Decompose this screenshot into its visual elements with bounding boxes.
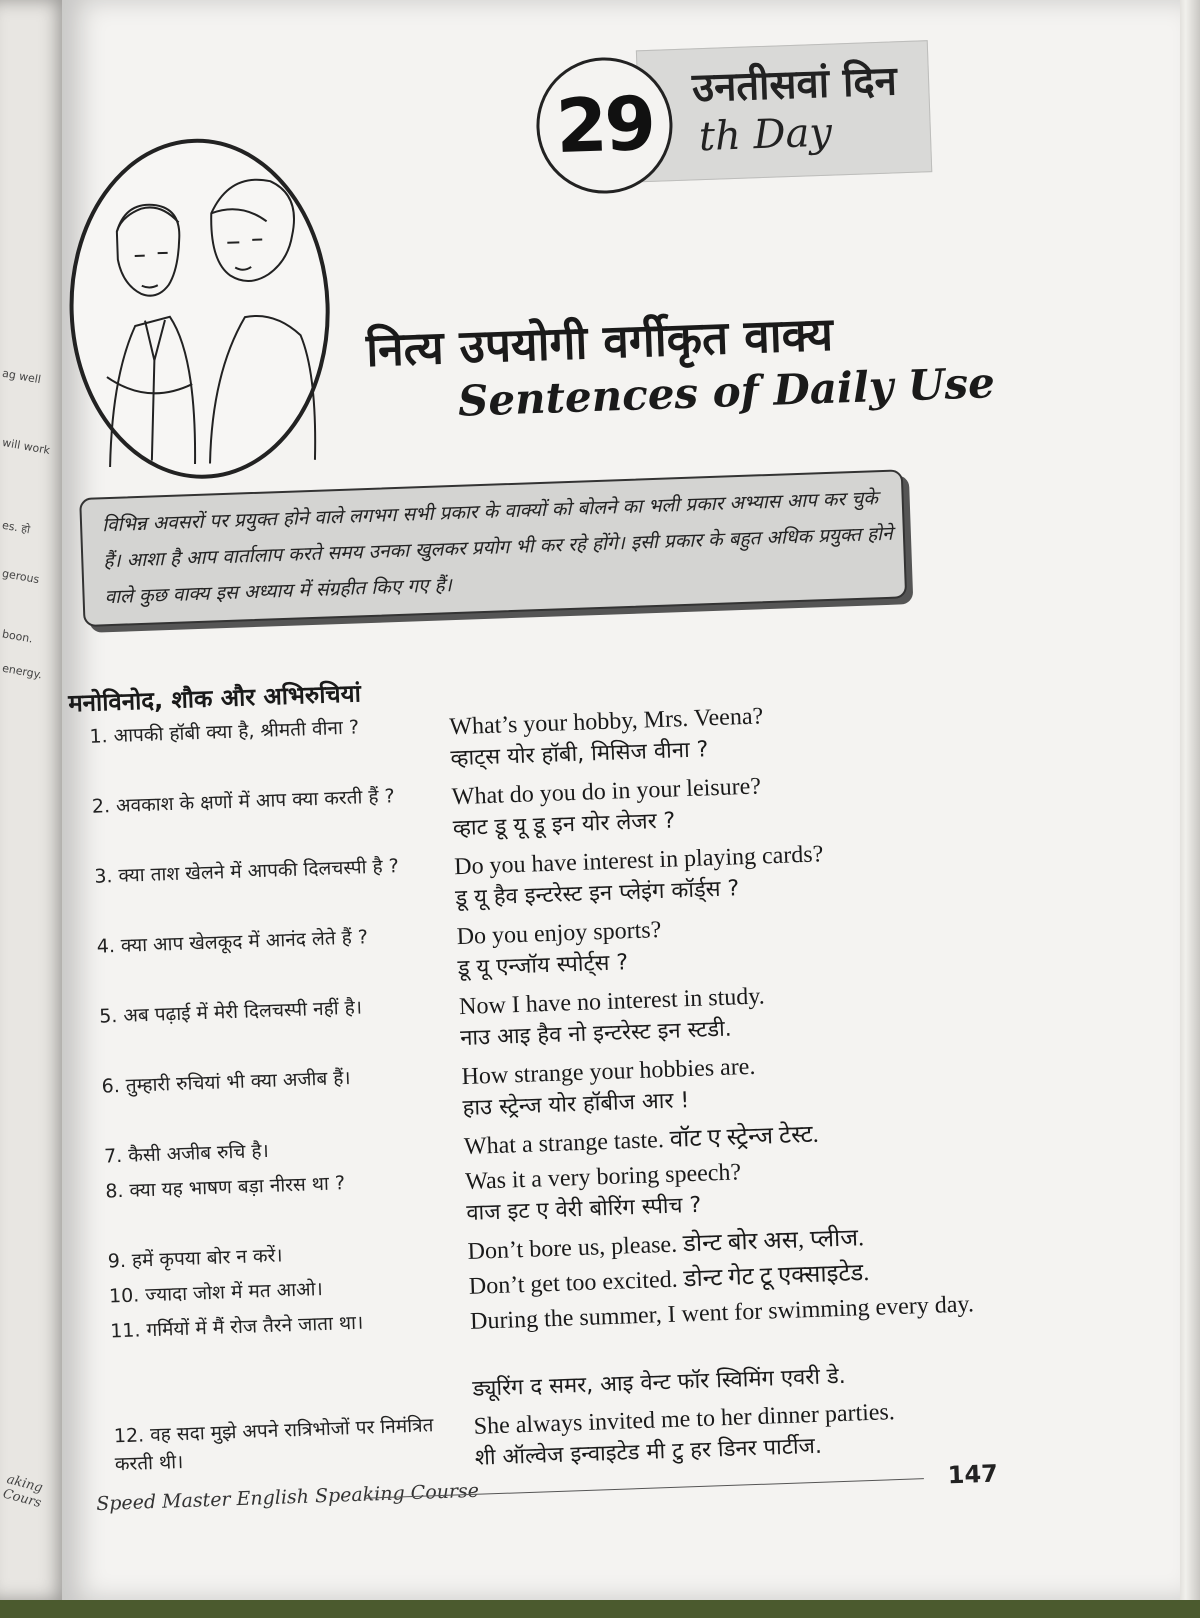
sentence-english: Do you enjoy sports? — [456, 917, 662, 951]
sentence-hindi: 8. क्या यह भाषण बड़ा नीरस था ? — [104, 1172, 346, 1203]
sentence-english: What do you do in your leisure? — [451, 773, 762, 811]
sentence-hindi: 9. हमें कृपया बोर न करें। — [107, 1244, 283, 1273]
day-number: 29 — [554, 80, 655, 171]
prev-page-footer-fragment: aking Cours — [1, 1471, 45, 1512]
intro-text: विभिन्न अवसरों पर प्रयुक्त होने वाले लगभग सभी प्रकार के वाक्यों को बोलने का भली प्रकार अभ्यास आप कर चुके हैं। आशा है आप वार्तालाप करते समय उनका खुलकर प्रयोग भी कर रहे होंगे। इसी प्रकार के बहुत अधिक प्रयुक्त होने वाले कुछ वाक्य इस अध्याय में संग्रहीत किए गए हैं। — [101, 487, 893, 609]
sentence-english: How strange your hobbies are. — [461, 1053, 756, 1091]
sentence-english: Don’t bore us, please. डोन्ट बोर अस, प्लीज. — [467, 1225, 865, 1265]
sentence-english: She always invited me to her dinner parties. — [473, 1399, 896, 1440]
sentence-transliteration: डू यू हैव इन्टरेस्ट इन प्लेइंग कॉर्ड्स ? — [454, 876, 740, 912]
sentence-english: Now I have no interest in study. — [458, 983, 766, 1021]
book-page — [62, 0, 1180, 1600]
sentence-transliteration: व्हाट डू यू डू इन योर लेजर ? — [452, 808, 676, 842]
sentence-hindi: 6. तुम्हारी रुचियां भी क्या अजीब हैं। — [101, 1066, 351, 1098]
sentence-hindi: 11. गर्मियों में मैं रोज तैरने जाता था। — [109, 1311, 364, 1343]
prev-page-fragment: will work — [1, 435, 52, 458]
sentence-hindi: 7. कैसी अजीब रुचि है। — [103, 1139, 270, 1168]
sentence-transliteration: ड्यूरिंग द समर, आइ वेन्ट फॉर स्विमिंग एवरी डे. — [472, 1363, 847, 1402]
chapter-title-english: Sentences of Daily Use — [457, 358, 996, 426]
prev-page-fragment: boon. — [1, 627, 34, 646]
sentence-hindi: 3. क्या ताश खेलने में आपकी दिलचस्पी है ? — [93, 855, 400, 888]
sentence-english: During the summer, I went for swimming every day. — [469, 1291, 975, 1335]
footer-course-title: Speed Master English Speaking Course — [95, 1479, 480, 1516]
sentence-english: Was it a very boring speech? — [464, 1159, 742, 1195]
chapter-title-hindi: नित्य उपयोगी वर्गीकृत वाक्य — [365, 306, 834, 377]
sentence-list — [34, 0, 1200, 1618]
sentence-transliteration: वाज इट ए वेरी बोरिंग स्पीच ? — [465, 1192, 702, 1226]
page-number: 147 — [947, 1459, 999, 1490]
day-label-hindi: उनतीसवां दिन — [691, 58, 898, 112]
sentence-hindi: 4. क्या आप खेलकूद में आनंद लेते हैं ? — [96, 926, 369, 958]
sentence-transliteration: शी ऑल्वेज इन्वाइटेड मी टु हर डिनर पार्टीज. — [474, 1433, 823, 1471]
page-content — [34, 0, 1200, 1618]
sentence-item — [59, 685, 1176, 772]
prev-page-fragment: ag well — [1, 366, 42, 387]
sentence-hindi: 12. वह सदा मुझे अपने रात्रिभोजों पर निमंत्रित करती थी। — [113, 1414, 434, 1476]
sentence-english: What a strange taste. वॉट ए स्ट्रेन्ज टेस्ट. — [463, 1121, 820, 1161]
sentence-transliteration: नाउ आइ हैव नो इन्टरेस्ट इन स्टडी. — [459, 1016, 733, 1052]
sentence-hindi: 2. अवकाश के क्षणों में आप क्या करती हैं ? — [91, 785, 395, 818]
prev-page-fragment: energy. — [1, 661, 44, 682]
sentence-transliteration: हाउ स्ट्रेन्ज योर हॉबीज आर ! — [462, 1088, 690, 1122]
sentence-transliteration: डू यू एन्जॉय स्पोर्ट्स ? — [457, 950, 629, 982]
sentence-english: What’s your hobby, Mrs. Veena? — [448, 703, 764, 741]
sentence-english: Don’t get too excited. डोन्ट गेट टू एक्साइटेड. — [468, 1259, 870, 1300]
sentence-hindi: 5. अब पढ़ाई में मेरी दिलचस्पी नहीं है। — [98, 996, 363, 1028]
day-label-english: th Day — [698, 109, 833, 161]
section-heading: मनोविनोद, शौक और अभिरुचियां — [67, 679, 362, 718]
prev-page-fragment: gerous — [1, 566, 41, 587]
sentence-hindi: 1. आपकी हॉबी क्या है, श्रीमती वीना ? — [89, 716, 360, 748]
sentence-english: Do you have interest in playing cards? — [453, 841, 824, 881]
prev-page-fragment: es. हो — [1, 518, 32, 537]
sentence-hindi: 10. ज्यादा जोश में मत आओ। — [108, 1278, 324, 1308]
sentence-transliteration: व्हाट्स योर हॉबी, मिसिज वीना ? — [450, 737, 709, 772]
